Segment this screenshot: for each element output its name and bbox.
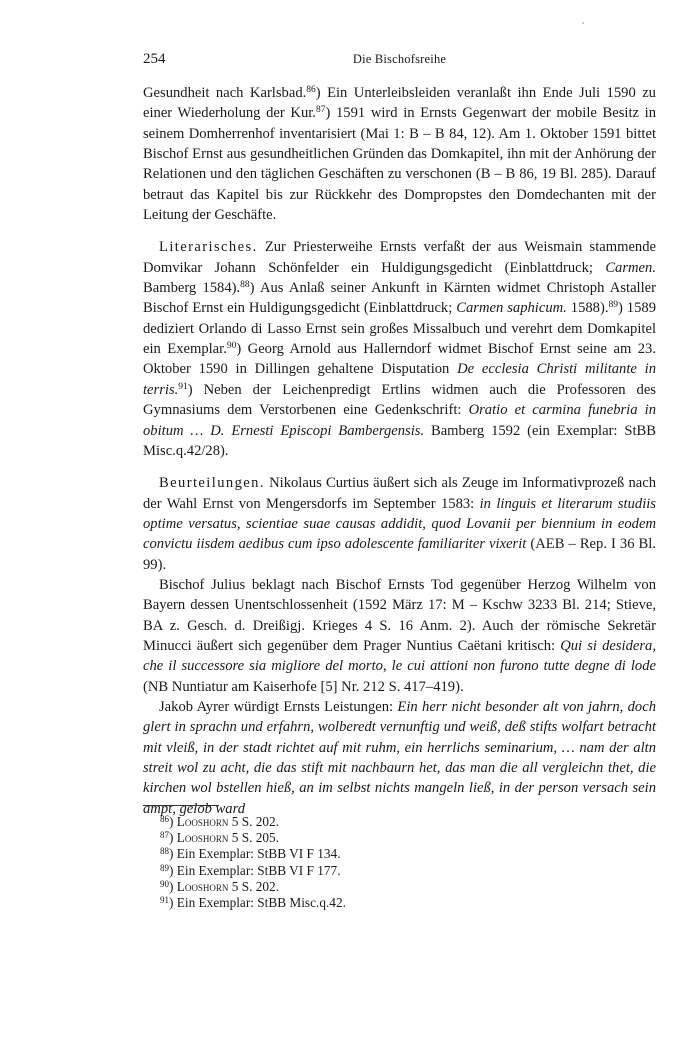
text-run: ) Ein Unterleibsleiden veranlaßt ihn Ende Juli 1590 zu einer Wiederholung der Kur. [143, 85, 656, 122]
text-run: (AEB – Rep. I 36 Bl. 99). [143, 536, 656, 573]
paragraph-health [143, 83, 656, 225]
scan-speck [582, 22, 584, 24]
footnote-text: Ein Exemplar: StBB Misc.q.42. [176, 895, 346, 911]
paragraph-literarisches [143, 237, 656, 461]
text-run: ) Aus Anlaß seiner Ankunft in Kärnten widmet Christoph Astaller Bischof Ernst ein Huldigungsgedicht (Einblattdruck; [143, 280, 656, 317]
text-run: ) Georg Arnold aus Hallerndorf widmet Bischof Ernst seine am 23. Oktober 1590 in Dillingen gehaltene Disputation [143, 341, 656, 378]
footnote-text: Ein Exemplar: StBB VI F 134. [176, 846, 341, 862]
footnote-author: Looshorn [176, 814, 229, 829]
text-run: Gesundheit nach Karlsbad. [143, 85, 307, 101]
footnote-number: 88 [160, 846, 169, 857]
footnote-ref-91: 91 [178, 381, 188, 392]
body-text [143, 83, 656, 819]
footnote: $^{87}$) Looshorn 5 S. 205. [160, 830, 280, 846]
text-run: ) Neben der Leichenpredigt Ertlins widmen auch die Professoren des Gymnasiums dem Verstorbenen eine Gedenkschrift: [143, 381, 656, 419]
footnote: $^{91}$) Ein Exemplar: StBB Misc.q.42. [160, 895, 346, 911]
paragraph-ayrer [143, 697, 656, 819]
footnote-ref-87: 87 [315, 105, 326, 116]
footnote-ref-88: 88 [240, 280, 250, 291]
text-run: ) 1589 dediziert Orlando di Lasso Ernst sein großes Missalbuch und verehrt dem Domkapitel ein Exemplar. [143, 300, 656, 358]
footnote-text: 5 S. 202. [228, 814, 280, 829]
text-run: 1588). [566, 300, 609, 317]
section-heading-literarisches: Literarisches. [159, 239, 258, 256]
text-run: Bamberg 1592 (ein Exemplar: StBB Misc.q.42/28). [143, 422, 656, 459]
page-number: 254 [143, 51, 166, 67]
footnote-number: 87 [160, 830, 169, 841]
italic-title: De ecclesia Christi militante in terris. [143, 361, 656, 398]
footnote-ref-89: 89 [608, 300, 618, 311]
text-run: Nikolaus Curtius äußert sich als Zeuge im Informativprozeß nach der Wahl Ernst von Mengersdorfs im September 1583: [143, 475, 656, 512]
page-header [143, 51, 656, 71]
footnote-text: 5 S. 205. [228, 830, 280, 846]
footnote-number: 90 [160, 878, 169, 889]
footnote-number: 91 [160, 895, 169, 906]
text-run: ) 1591 wird in Ernsts Gegenwart der mobile Besitz in seinem Domherrenhof inventarisiert (Mai 1: B – B 84, 12). Am 1. Oktober 1591 bittet Bischof Ernst aus gesundheitlichen Gründen das Domkapitel, ihn mit der Anhörung der Relationen und den täglichen Geschäften zu verschonen (B – B 86, 19 Bl. 285). Darauf betraut das Kapitel bis zur Rückkehr des Dompropstes den Domdechanten mit der Leitung der Geschäfte. [143, 105, 657, 224]
italic-title: Oratio et carmina funebria in obitum … D. Ernesti Episcopi Bambergensis. [143, 402, 657, 439]
footnote-text: 5 S. 202. [228, 878, 280, 894]
footnote: $^{86}$) Looshorn 5 S. 202. [160, 814, 280, 829]
italic-quote: Ein herr nicht besonder alt von jahrn, doch glert in sprachn und erfahrn, wolberedt vernunftig und weiß, deß stifts wolfart betracht mit vleiß, in der stadt richtet auf mit ruhm, ein herrlichs seminarium, … nam der altn streit wol zu acht, die das stift mit nachbaurn het, das man die all vergleichn thet, die kirchen wol bstellen hieß, an im selbst nichts mangeln ließ, in der person versach sein ampt, gelob ward [143, 698, 656, 817]
footnote-number: 89 [160, 862, 169, 873]
text-run: Zur Priesterweihe Ernsts verfaßt der aus Weismain stammende Domvikar Johann Schönfelder ein Huldigungsgedicht (Einblattdruck; [143, 239, 656, 276]
footnote-number: 86 [160, 814, 169, 824]
footnote-ref-90: 90 [226, 341, 237, 352]
footnote-text: Ein Exemplar: StBB VI F 177. [176, 862, 341, 878]
text-run: Bischof Julius beklagt nach Bischof Ernsts Tod gegenüber Herzog Wilhelm von Bayern dessen Unentschlossenheit (1592 März 17: M – Kschw 3233 Bl. 214; Stieve, BA z. Gesch. d. Dreißigj. Krieges 4 S. 16 Anm. 2). Auch der römische Sekretär Minucci äußert sich gegenüber dem Prager Nuntius Caëtani kritisch: [143, 576, 656, 654]
text-run: Bamberg 1584). [143, 280, 241, 297]
text-run: (NB Nuntiatur am Kaiserhofe [5] Nr. 212 S. 417–419). [143, 678, 464, 695]
footnote: $^{88}$) Ein Exemplar: StBB VI F 134. [160, 846, 341, 862]
running-title: Die Bischofsreihe [352, 52, 447, 66]
text-run: Jakob Ayrer würdigt Ernsts Leistungen: [159, 698, 398, 715]
italic-quote: Qui si desidera, che il successore sia migliore del morto, le cui attioni non furono tutte degne di lode [143, 637, 656, 675]
footnote-ref-86: 86 [306, 85, 316, 95]
footnote-author: Looshorn [176, 830, 229, 846]
paragraph-beurteilungen [143, 473, 656, 575]
italic-quote: in linguis et literarum studiis optime versatus, scientiae suae causas addidit, quod Lovanii per biennium in eodem convictu iisdem aedibus cum ipso adolescente familiariter vixerit [143, 495, 656, 553]
paragraph-julius [143, 575, 656, 697]
section-heading-beurteilungen: Beurteilungen. [159, 475, 265, 492]
footnote-author: Looshorn [176, 878, 229, 894]
italic-title: Carmen. [605, 259, 656, 276]
footnotes [160, 814, 640, 911]
footnote-rule [143, 805, 219, 806]
italic-title: Carmen saphicum. [456, 300, 567, 317]
footnote: $^{90}$) Looshorn 5 S. 202. [160, 878, 280, 894]
footnote: $^{89}$) Ein Exemplar: StBB VI F 177. [160, 862, 341, 878]
